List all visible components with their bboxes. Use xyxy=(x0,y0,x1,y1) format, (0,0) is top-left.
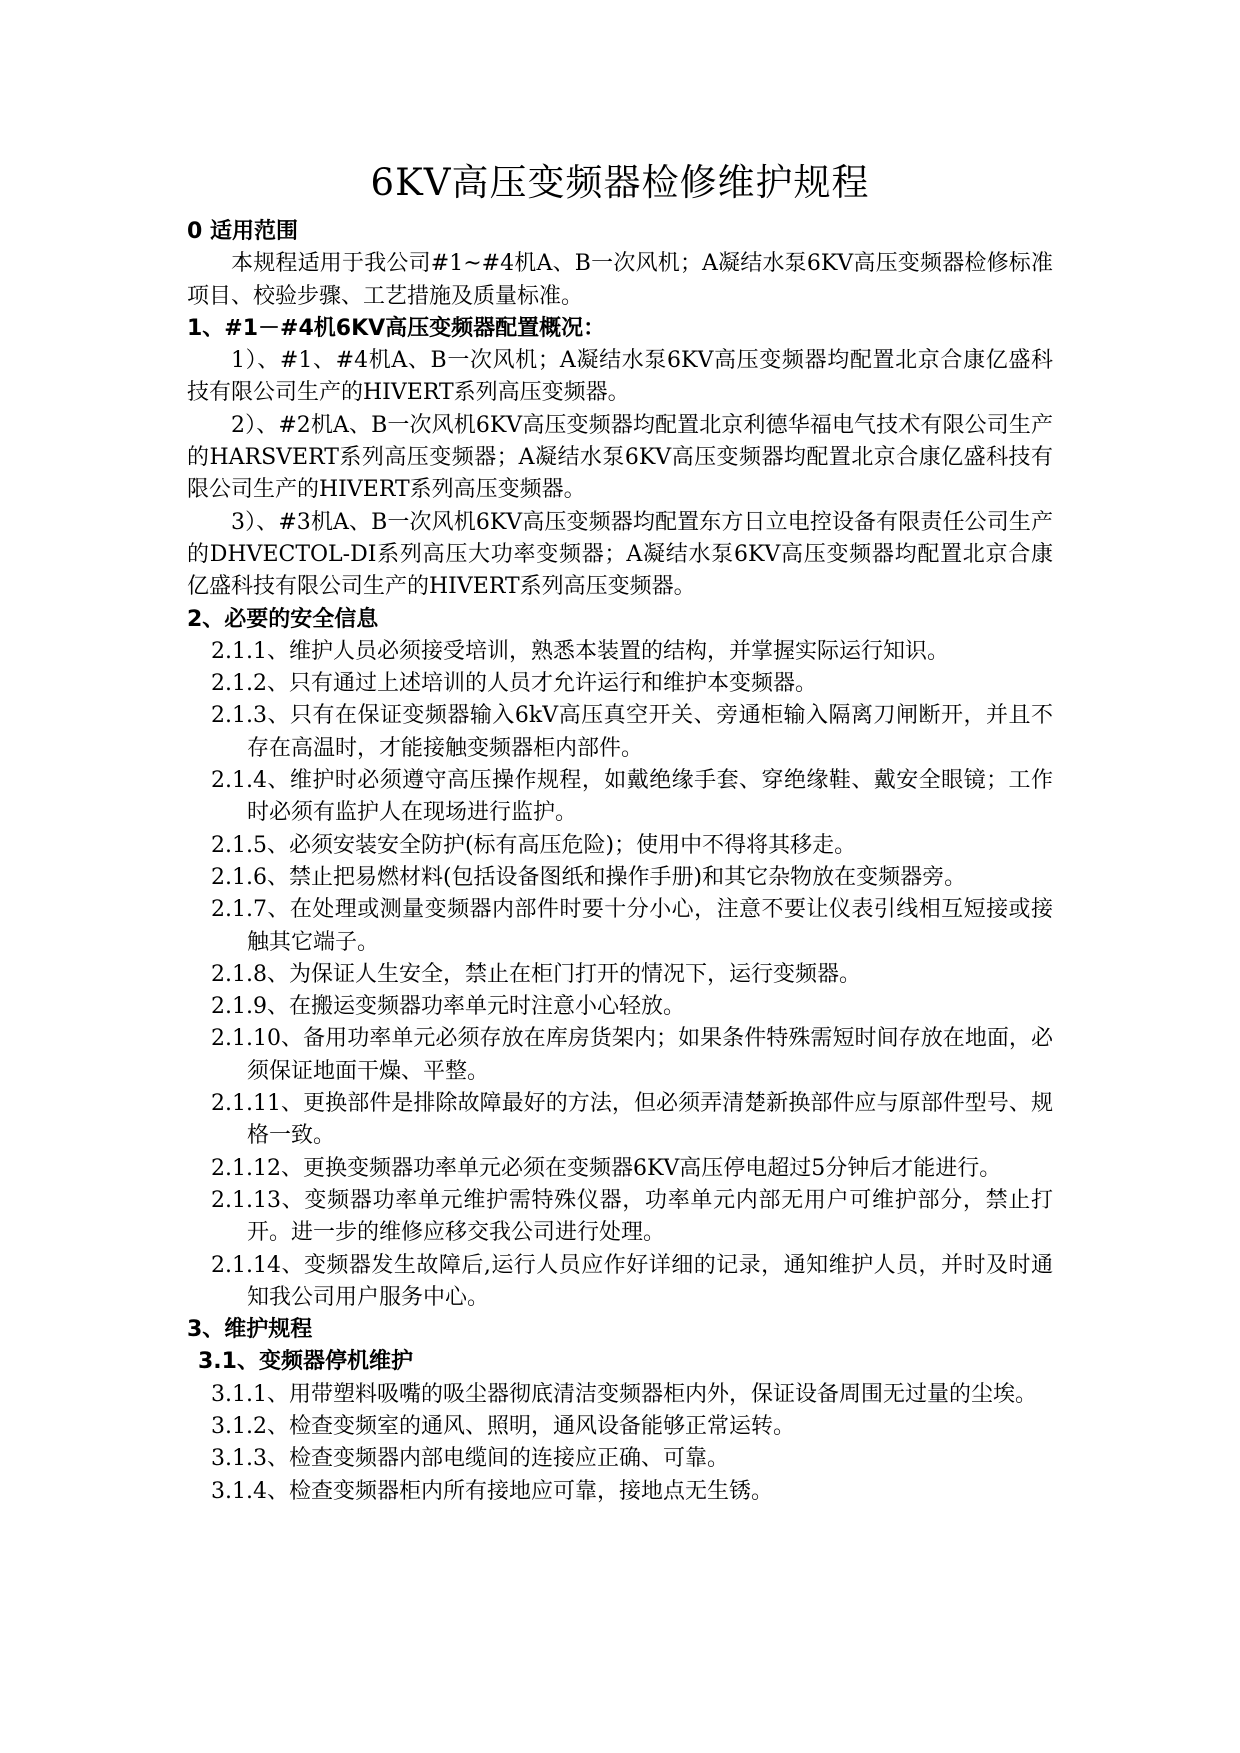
section-1-item-2: 2）、#2机A、B一次风机6KV高压变频器均配置北京利德华福电气技术有限公司生产的HARSVERT系列高压变频器；A凝结水泵6KV高压变频器均配置北京合康亿盛科技有限公司生产的HIVERT系列高压变频器。 xyxy=(187,412,1053,503)
safety-item-2-1-2: 2.1.2、只有通过上述培训的人员才允许运行和维护本变频器。 xyxy=(211,671,817,697)
safety-item-2-1-4: 2.1.4、维护时必须遵守高压操作规程，如戴绝缘手套、穿绝缘鞋、戴安全眼镜；工作时必须有监护人在现场进行监护。 xyxy=(211,768,1053,826)
safety-item-2-1-3: 2.1.3、只有在保证变频器输入6kV高压真空开关、旁通柜输入隔离刀闸断开，并且不存在高温时，才能接触变频器柜内部件。 xyxy=(211,703,1053,761)
safety-item-2-1-13: 2.1.13、变频器功率单元维护需特殊仪器，功率单元内部无用户可维护部分，禁止打开。进一步的维修应移交我公司进行处理。 xyxy=(211,1187,1053,1246)
safety-item-2-1-9: 2.1.9、在搬运变频器功率单元时注意小心轻放。 xyxy=(211,994,685,1020)
safety-item-2-1-11: 2.1.11、更换部件是排除故障最好的方法，但必须弄清楚新换部件应与原部件型号、规格一致。 xyxy=(211,1091,1053,1149)
maintenance-item-3-1-1: 3.1.1、用带塑料吸嘴的吸尘器彻底清洁变频器柜内外，保证设备周围无过量的尘埃。 xyxy=(211,1381,1037,1407)
section-1-heading: 1、#1－#4机6KV高压变频器配置概况： xyxy=(187,315,606,341)
safety-item-2-1-6: 2.1.6、禁止把易燃材料(包括设备图纸和操作手册)和其它杂物放在变频器旁。 xyxy=(211,864,967,890)
section-3-1-heading: 3.1、变频器停机维护 xyxy=(198,1349,413,1375)
document-page xyxy=(187,150,1053,1508)
section-0-heading: 0 适用范围 xyxy=(187,219,298,244)
safety-item-2-1-10: 2.1.10、备用功率单元必须存放在库房货架内；如果条件特殊需短时间存放在地面，必须保证地面干燥、平整。 xyxy=(211,1026,1053,1084)
safety-item-2-1-14: 2.1.14、变频器发生故障后,运行人员应作好详细的记录，通知维护人员，并时及时通知我公司用户服务中心。 xyxy=(211,1252,1053,1310)
section-1-item-3: 3）、#3机A、B一次风机6KV高压变频器均配置东方日立电控设备有限责任公司生产的DHVECTOL-DI系列高压大功率变频器；A凝结水泵6KV高压变频器均配置北京合康亿盛科技有限公司生产的HIVERT系列高压变频器。 xyxy=(187,509,1053,600)
safety-item-2-1-5: 2.1.5、必须安装安全防护(标有高压危险)；使用中不得将其移走。 xyxy=(211,832,857,858)
section-1-item-1: 1）、#1、#4机A、B一次风机；A凝结水泵6KV高压变频器均配置北京合康亿盛科技有限公司生产的HIVERT系列高压变频器。 xyxy=(187,348,1053,406)
maintenance-item-3-1-4: 3.1.4、检查变频器柜内所有接地应可靠，接地点无生锈。 xyxy=(211,1478,773,1504)
section-2-heading: 2、必要的安全信息 xyxy=(187,606,379,632)
safety-item-2-1-12: 2.1.12、更换变频器功率单元必须在变频器6KV高压停电超过5分钟后才能进行。 xyxy=(211,1155,1002,1181)
maintenance-item-3-1-3: 3.1.3、检查变频器内部电缆间的连接应正确、可靠。 xyxy=(211,1446,729,1472)
section-3-heading: 3、维护规程 xyxy=(187,1317,313,1343)
safety-item-2-1-1: 2.1.1、维护人员必须接受培训，熟悉本装置的结构，并掌握实际运行知识。 xyxy=(211,638,949,664)
document-title: 6KV高压变频器检修维护规程 xyxy=(370,161,870,204)
safety-item-2-1-7: 2.1.7、在处理或测量变频器内部件时要十分小心，注意不要让仪表引线相互短接或接触其它端子。 xyxy=(211,897,1053,955)
safety-item-2-1-8: 2.1.8、为保证人生安全，禁止在柜门打开的情况下，运行变频器。 xyxy=(211,961,861,987)
section-0-text: 本规程适用于我公司#1~#4机A、B一次风机；A凝结水泵6KV高压变频器检修标准项目、校验步骤、工艺措施及质量标准。 xyxy=(187,251,1053,309)
maintenance-item-3-1-2: 3.1.2、检查变频室的通风、照明，通风设备能够正常运转。 xyxy=(211,1413,795,1439)
